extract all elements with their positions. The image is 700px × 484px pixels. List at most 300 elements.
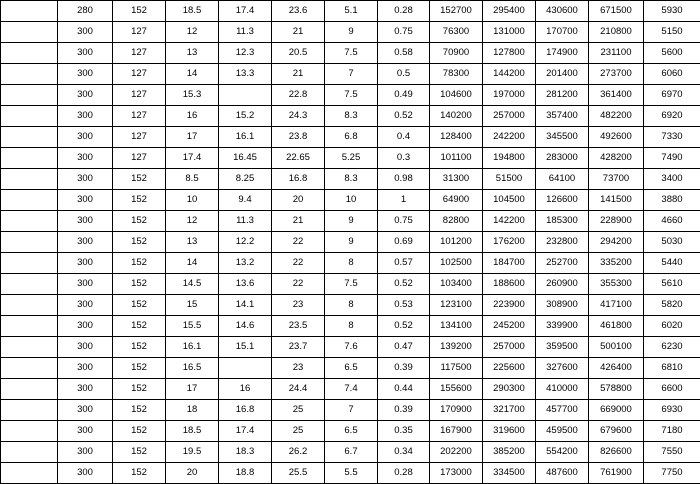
table-cell: 170900 bbox=[430, 400, 483, 421]
table-cell: 334500 bbox=[483, 463, 536, 484]
table-cell: 0.3 bbox=[378, 148, 430, 169]
table-cell: 0.44 bbox=[378, 379, 430, 400]
table-cell: 127 bbox=[113, 106, 166, 127]
table-cell: 5.5 bbox=[325, 463, 378, 484]
table-cell: 500100 bbox=[589, 337, 644, 358]
table-cell: 671500 bbox=[589, 1, 644, 22]
table-cell: 18.5 bbox=[166, 1, 219, 22]
table-cell: 245200 bbox=[483, 316, 536, 337]
table-cell: 359500 bbox=[536, 337, 589, 358]
table-cell: 152 bbox=[113, 211, 166, 232]
table-cell: 300 bbox=[58, 442, 113, 463]
table-cell: 0.39 bbox=[378, 400, 430, 421]
table-cell: 9.4 bbox=[219, 190, 272, 211]
table-cell: 31300 bbox=[430, 169, 483, 190]
table-row bbox=[1, 358, 700, 379]
table-cell: 0.28 bbox=[378, 463, 430, 484]
table-cell: 152700 bbox=[430, 1, 483, 22]
table-cell: 300 bbox=[58, 211, 113, 232]
table-cell: 82800 bbox=[430, 211, 483, 232]
table-cell: 134100 bbox=[430, 316, 483, 337]
table-cell bbox=[1, 232, 58, 253]
table-cell: 14.6 bbox=[219, 316, 272, 337]
table-row bbox=[1, 337, 700, 358]
table-cell bbox=[1, 211, 58, 232]
table-cell: 76300 bbox=[430, 22, 483, 43]
table-cell: 3880 bbox=[644, 190, 700, 211]
table-row bbox=[1, 85, 700, 106]
table-cell: 123100 bbox=[430, 295, 483, 316]
table-cell: 10 bbox=[325, 190, 378, 211]
table-cell: 492600 bbox=[589, 127, 644, 148]
table-cell: 669000 bbox=[589, 400, 644, 421]
table-cell: 410000 bbox=[536, 379, 589, 400]
table-cell: 459500 bbox=[536, 421, 589, 442]
table-row bbox=[1, 190, 700, 211]
table-cell: 170700 bbox=[536, 22, 589, 43]
table-cell: 5600 bbox=[644, 43, 700, 64]
table-cell: 16.45 bbox=[219, 148, 272, 169]
table-cell: 4660 bbox=[644, 211, 700, 232]
table-cell: 361400 bbox=[589, 85, 644, 106]
table-cell: 319600 bbox=[483, 421, 536, 442]
table-cell: 283000 bbox=[536, 148, 589, 169]
table-cell: 321700 bbox=[483, 400, 536, 421]
table-cell: 5.25 bbox=[325, 148, 378, 169]
table-cell: 6.8 bbox=[325, 127, 378, 148]
table-cell: 22 bbox=[272, 274, 325, 295]
table-cell: 335200 bbox=[589, 253, 644, 274]
table-cell: 385200 bbox=[483, 442, 536, 463]
table-cell: 194800 bbox=[483, 148, 536, 169]
table-cell: 12 bbox=[166, 22, 219, 43]
table-cell: 22 bbox=[272, 232, 325, 253]
table-row bbox=[1, 316, 700, 337]
table-cell: 152 bbox=[113, 421, 166, 442]
table-cell: 5.1 bbox=[325, 1, 378, 22]
table-row bbox=[1, 253, 700, 274]
table-row bbox=[1, 295, 700, 316]
table-cell: 167900 bbox=[430, 421, 483, 442]
table-cell: 12 bbox=[166, 211, 219, 232]
table-cell: 104600 bbox=[430, 85, 483, 106]
table-cell: 19.5 bbox=[166, 442, 219, 463]
table-cell: 426400 bbox=[589, 358, 644, 379]
table-cell: 23.6 bbox=[272, 1, 325, 22]
table-cell: 16.8 bbox=[219, 400, 272, 421]
table-cell: 64900 bbox=[430, 190, 483, 211]
table-cell: 6970 bbox=[644, 85, 700, 106]
table-cell: 13.6 bbox=[219, 274, 272, 295]
table-cell: 430600 bbox=[536, 1, 589, 22]
table-cell: 5930 bbox=[644, 1, 700, 22]
table-cell: 131000 bbox=[483, 22, 536, 43]
table-cell: 487600 bbox=[536, 463, 589, 484]
table-cell: 18.5 bbox=[166, 421, 219, 442]
table-cell: 12.3 bbox=[219, 43, 272, 64]
table-cell: 16 bbox=[219, 379, 272, 400]
table-cell: 8.3 bbox=[325, 106, 378, 127]
table-cell: 14 bbox=[166, 64, 219, 85]
table-cell: 300 bbox=[58, 253, 113, 274]
table-cell: 0.4 bbox=[378, 127, 430, 148]
table-cell: 152 bbox=[113, 295, 166, 316]
table-cell: 104500 bbox=[483, 190, 536, 211]
table-cell: 482200 bbox=[589, 106, 644, 127]
table-cell: 144200 bbox=[483, 64, 536, 85]
table-cell: 300 bbox=[58, 22, 113, 43]
table-body bbox=[1, 1, 700, 484]
table-cell: 11.3 bbox=[219, 211, 272, 232]
table-cell: 78300 bbox=[430, 64, 483, 85]
table-cell: 1 bbox=[378, 190, 430, 211]
table-cell: 23.7 bbox=[272, 337, 325, 358]
table-cell: 26.2 bbox=[272, 442, 325, 463]
table-cell: 24.4 bbox=[272, 379, 325, 400]
table-cell: 0.75 bbox=[378, 211, 430, 232]
table-cell: 152 bbox=[113, 400, 166, 421]
table-cell: 0.47 bbox=[378, 337, 430, 358]
table-cell: 11.3 bbox=[219, 22, 272, 43]
table-cell: 22 bbox=[272, 253, 325, 274]
table-cell: 0.39 bbox=[378, 358, 430, 379]
table-cell: 20 bbox=[166, 463, 219, 484]
table-cell: 355300 bbox=[589, 274, 644, 295]
table-cell: 15 bbox=[166, 295, 219, 316]
table-cell: 14.5 bbox=[166, 274, 219, 295]
table-cell: 0.52 bbox=[378, 274, 430, 295]
table-row bbox=[1, 211, 700, 232]
table-cell: 339900 bbox=[536, 316, 589, 337]
table-cell: 176200 bbox=[483, 232, 536, 253]
table-cell: 300 bbox=[58, 190, 113, 211]
table-cell: 101200 bbox=[430, 232, 483, 253]
table-cell: 7.4 bbox=[325, 379, 378, 400]
table-cell: 457700 bbox=[536, 400, 589, 421]
table-cell: 7550 bbox=[644, 442, 700, 463]
table-cell: 8.3 bbox=[325, 169, 378, 190]
table-cell bbox=[1, 253, 58, 274]
table-cell: 127 bbox=[113, 85, 166, 106]
table-cell: 13 bbox=[166, 232, 219, 253]
table-cell bbox=[1, 1, 58, 22]
table-cell: 308900 bbox=[536, 295, 589, 316]
table-row bbox=[1, 463, 700, 484]
table-cell: 13.3 bbox=[219, 64, 272, 85]
table-cell: 8.25 bbox=[219, 169, 272, 190]
table-cell: 25 bbox=[272, 421, 325, 442]
table-cell bbox=[1, 106, 58, 127]
table-cell: 21 bbox=[272, 211, 325, 232]
table-cell: 185300 bbox=[536, 211, 589, 232]
table-row bbox=[1, 43, 700, 64]
table-cell: 281200 bbox=[536, 85, 589, 106]
table-cell: 25 bbox=[272, 400, 325, 421]
table-cell: 197000 bbox=[483, 85, 536, 106]
table-cell: 127 bbox=[113, 148, 166, 169]
table-cell: 7.5 bbox=[325, 43, 378, 64]
table-cell: 300 bbox=[58, 421, 113, 442]
table-cell: 228900 bbox=[589, 211, 644, 232]
table-cell: 10 bbox=[166, 190, 219, 211]
table-cell: 15.5 bbox=[166, 316, 219, 337]
table-cell: 300 bbox=[58, 169, 113, 190]
table-cell: 127 bbox=[113, 127, 166, 148]
table-cell: 174900 bbox=[536, 43, 589, 64]
table-cell: 127 bbox=[113, 64, 166, 85]
table-cell: 6.7 bbox=[325, 442, 378, 463]
table-row bbox=[1, 1, 700, 22]
table-cell bbox=[1, 463, 58, 484]
table-cell: 17.4 bbox=[219, 421, 272, 442]
table-cell: 210800 bbox=[589, 22, 644, 43]
table-cell: 16.5 bbox=[166, 358, 219, 379]
table-cell: 17.4 bbox=[166, 148, 219, 169]
table-cell: 7 bbox=[325, 400, 378, 421]
table-cell: 23.8 bbox=[272, 127, 325, 148]
table-cell: 14.1 bbox=[219, 295, 272, 316]
table-cell: 21 bbox=[272, 22, 325, 43]
table-cell: 0.58 bbox=[378, 43, 430, 64]
table-row bbox=[1, 274, 700, 295]
table-cell: 141500 bbox=[589, 190, 644, 211]
table-cell bbox=[1, 421, 58, 442]
table-cell: 13 bbox=[166, 43, 219, 64]
table-cell bbox=[1, 85, 58, 106]
table-cell: 7.5 bbox=[325, 85, 378, 106]
table-cell: 128400 bbox=[430, 127, 483, 148]
table-cell bbox=[219, 85, 272, 106]
table-cell: 0.35 bbox=[378, 421, 430, 442]
table-cell: 0.75 bbox=[378, 22, 430, 43]
table-cell: 20 bbox=[272, 190, 325, 211]
table-cell bbox=[1, 64, 58, 85]
table-cell: 554200 bbox=[536, 442, 589, 463]
table-cell bbox=[1, 274, 58, 295]
table-cell: 20.5 bbox=[272, 43, 325, 64]
table-cell: 0.52 bbox=[378, 106, 430, 127]
table-cell: 201400 bbox=[536, 64, 589, 85]
table-cell: 142200 bbox=[483, 211, 536, 232]
table-cell: 0.34 bbox=[378, 442, 430, 463]
table-cell: 260900 bbox=[536, 274, 589, 295]
table-row bbox=[1, 169, 700, 190]
table-cell: 117500 bbox=[430, 358, 483, 379]
table-row bbox=[1, 148, 700, 169]
table-cell: 300 bbox=[58, 400, 113, 421]
table-cell: 461800 bbox=[589, 316, 644, 337]
table-cell: 826600 bbox=[589, 442, 644, 463]
table-cell bbox=[1, 127, 58, 148]
table-cell: 0.57 bbox=[378, 253, 430, 274]
table-cell: 9 bbox=[325, 22, 378, 43]
table-cell: 6020 bbox=[644, 316, 700, 337]
table-cell: 223900 bbox=[483, 295, 536, 316]
table-cell: 152 bbox=[113, 232, 166, 253]
table-row bbox=[1, 127, 700, 148]
table-cell: 16.1 bbox=[219, 127, 272, 148]
table-cell bbox=[1, 22, 58, 43]
table-cell: 152 bbox=[113, 463, 166, 484]
table-cell bbox=[1, 379, 58, 400]
table-cell: 15.2 bbox=[219, 106, 272, 127]
table-cell: 294200 bbox=[589, 232, 644, 253]
table-cell: 0.53 bbox=[378, 295, 430, 316]
table-row bbox=[1, 64, 700, 85]
table-cell: 16.1 bbox=[166, 337, 219, 358]
table-cell: 24.3 bbox=[272, 106, 325, 127]
table-cell: 578800 bbox=[589, 379, 644, 400]
table-cell: 3400 bbox=[644, 169, 700, 190]
table-cell: 300 bbox=[58, 232, 113, 253]
table-cell: 22.65 bbox=[272, 148, 325, 169]
table-cell: 357400 bbox=[536, 106, 589, 127]
table-cell: 6230 bbox=[644, 337, 700, 358]
table-cell: 5030 bbox=[644, 232, 700, 253]
table-cell: 7 bbox=[325, 64, 378, 85]
table-cell: 101100 bbox=[430, 148, 483, 169]
table-cell: 300 bbox=[58, 463, 113, 484]
table-cell: 257000 bbox=[483, 337, 536, 358]
table-cell: 140200 bbox=[430, 106, 483, 127]
table-cell: 7.6 bbox=[325, 337, 378, 358]
table-cell: 173000 bbox=[430, 463, 483, 484]
table-cell: 300 bbox=[58, 64, 113, 85]
table-cell: 428200 bbox=[589, 148, 644, 169]
table-cell: 0.49 bbox=[378, 85, 430, 106]
table-cell: 12.2 bbox=[219, 232, 272, 253]
table-cell: 280 bbox=[58, 1, 113, 22]
table-cell: 679600 bbox=[589, 421, 644, 442]
table-cell: 300 bbox=[58, 337, 113, 358]
table-cell: 127800 bbox=[483, 43, 536, 64]
table-cell: 8 bbox=[325, 316, 378, 337]
table-cell: 202200 bbox=[430, 442, 483, 463]
table-cell: 23 bbox=[272, 358, 325, 379]
table-cell: 152 bbox=[113, 379, 166, 400]
table-cell bbox=[1, 190, 58, 211]
table-cell: 152 bbox=[113, 316, 166, 337]
table-cell: 6930 bbox=[644, 400, 700, 421]
table-cell bbox=[1, 295, 58, 316]
table-cell: 7.5 bbox=[325, 274, 378, 295]
table-cell: 300 bbox=[58, 316, 113, 337]
table-cell: 127 bbox=[113, 22, 166, 43]
table-cell: 6810 bbox=[644, 358, 700, 379]
table-cell: 6.5 bbox=[325, 358, 378, 379]
table-cell: 7330 bbox=[644, 127, 700, 148]
table-cell: 152 bbox=[113, 358, 166, 379]
table-cell bbox=[1, 358, 58, 379]
table-row bbox=[1, 232, 700, 253]
table-cell: 5440 bbox=[644, 253, 700, 274]
table-cell bbox=[1, 148, 58, 169]
table-cell: 0.52 bbox=[378, 316, 430, 337]
table-cell: 300 bbox=[58, 43, 113, 64]
table-cell: 7180 bbox=[644, 421, 700, 442]
table-cell: 231100 bbox=[589, 43, 644, 64]
table-cell: 5150 bbox=[644, 22, 700, 43]
table-cell bbox=[1, 400, 58, 421]
table-cell: 70900 bbox=[430, 43, 483, 64]
table-cell: 22.8 bbox=[272, 85, 325, 106]
table-row bbox=[1, 379, 700, 400]
table-cell: 290300 bbox=[483, 379, 536, 400]
table-cell: 152 bbox=[113, 169, 166, 190]
table-cell: 345500 bbox=[536, 127, 589, 148]
table-cell: 152 bbox=[113, 337, 166, 358]
table-cell: 152 bbox=[113, 190, 166, 211]
table-cell: 155600 bbox=[430, 379, 483, 400]
table-cell: 184700 bbox=[483, 253, 536, 274]
table-cell: 16 bbox=[166, 106, 219, 127]
table-cell: 300 bbox=[58, 106, 113, 127]
table-cell: 103400 bbox=[430, 274, 483, 295]
table-cell: 300 bbox=[58, 127, 113, 148]
table-cell bbox=[1, 169, 58, 190]
table-cell: 252700 bbox=[536, 253, 589, 274]
table-cell: 152 bbox=[113, 253, 166, 274]
table-cell: 152 bbox=[113, 1, 166, 22]
table-cell: 300 bbox=[58, 379, 113, 400]
table-cell: 17 bbox=[166, 379, 219, 400]
table-cell: 257000 bbox=[483, 106, 536, 127]
table-cell: 18.3 bbox=[219, 442, 272, 463]
table-cell: 0.69 bbox=[378, 232, 430, 253]
table-cell: 5610 bbox=[644, 274, 700, 295]
table-cell: 0.28 bbox=[378, 1, 430, 22]
table-row bbox=[1, 421, 700, 442]
table-cell: 273700 bbox=[589, 64, 644, 85]
table-cell: 15.1 bbox=[219, 337, 272, 358]
table-cell: 18.8 bbox=[219, 463, 272, 484]
table-cell: 21 bbox=[272, 64, 325, 85]
table-cell: 23.5 bbox=[272, 316, 325, 337]
table-cell: 14 bbox=[166, 253, 219, 274]
table-cell: 300 bbox=[58, 358, 113, 379]
table-cell: 0.98 bbox=[378, 169, 430, 190]
table-cell: 300 bbox=[58, 148, 113, 169]
table-cell: 102500 bbox=[430, 253, 483, 274]
table-cell bbox=[219, 358, 272, 379]
table-cell: 188600 bbox=[483, 274, 536, 295]
table-cell: 6600 bbox=[644, 379, 700, 400]
table-cell: 139200 bbox=[430, 337, 483, 358]
table-cell: 6920 bbox=[644, 106, 700, 127]
table-cell: 300 bbox=[58, 295, 113, 316]
table-cell: 300 bbox=[58, 274, 113, 295]
table-cell: 8.5 bbox=[166, 169, 219, 190]
table-cell: 23 bbox=[272, 295, 325, 316]
table-cell: 73700 bbox=[589, 169, 644, 190]
table-cell: 225600 bbox=[483, 358, 536, 379]
table-cell: 417100 bbox=[589, 295, 644, 316]
table-cell: 6060 bbox=[644, 64, 700, 85]
table-cell: 295400 bbox=[483, 1, 536, 22]
table-cell: 152 bbox=[113, 442, 166, 463]
table-row bbox=[1, 22, 700, 43]
table-cell: 327600 bbox=[536, 358, 589, 379]
table-cell bbox=[1, 43, 58, 64]
table-cell: 126600 bbox=[536, 190, 589, 211]
table-cell: 127 bbox=[113, 43, 166, 64]
table-cell: 0.5 bbox=[378, 64, 430, 85]
table-cell: 15.3 bbox=[166, 85, 219, 106]
table-cell: 5820 bbox=[644, 295, 700, 316]
table-cell: 761900 bbox=[589, 463, 644, 484]
table-cell: 51500 bbox=[483, 169, 536, 190]
table-cell: 25.5 bbox=[272, 463, 325, 484]
